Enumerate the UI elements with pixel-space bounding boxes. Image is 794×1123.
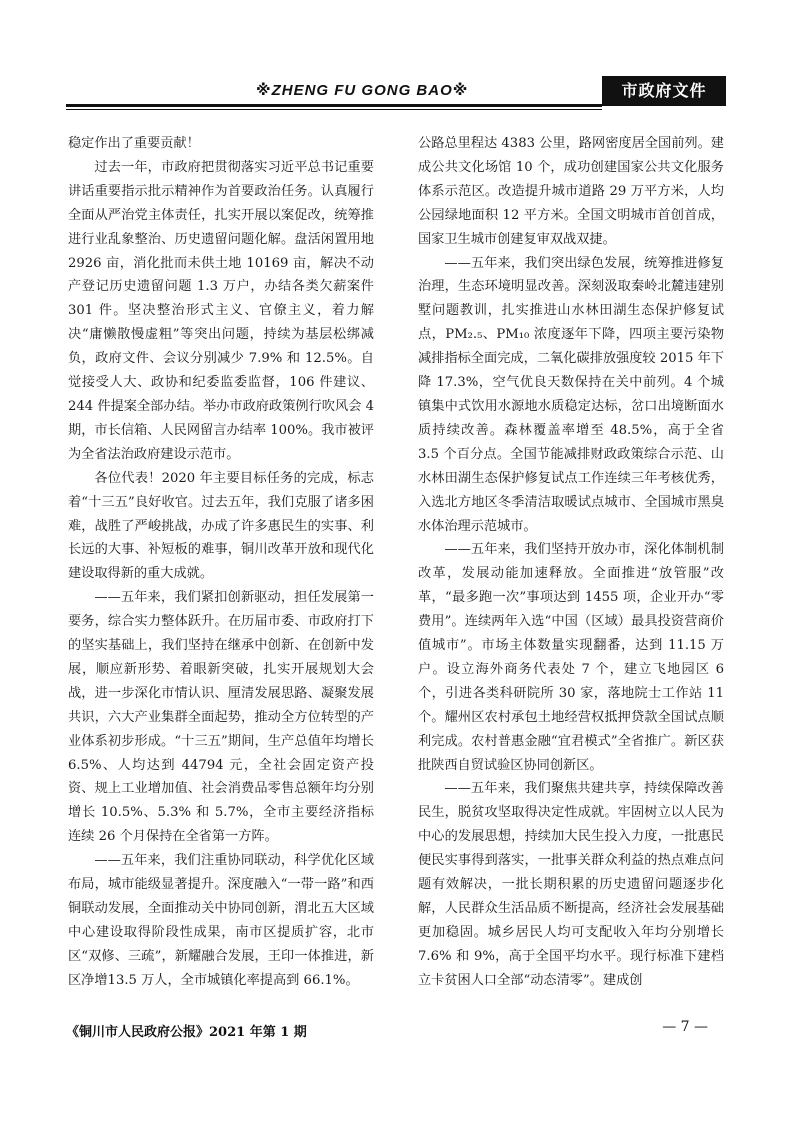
paragraph: 过去一年，市政府把贯彻落实习近平总书记重要讲话重要指示批示精神作为首要政治任务。认真履行全面从严治党主体责任，扎实开展以案促改，统筹推进行业乱象整治、历史遗留问题化解。盘活闲置用地 2926 亩，消化批而未供土地 10169 亩，解决不动产登记历史遗留问题 1.3 万户，办结各类欠薪案件 301 件。坚决整治形式主义、官僚主义，着力解决“庸懒散慢虚粗”等突出问题，持续为基层松绑减负，政府文件、会议分别减少 7.9% 和 12.5%。自觉接受人大、政协和纪委监委监督，106 件建议、244 件提案全部办结。举办市政府政策例行吹风会 4 期，市长信箱、人民网留言办结率 100%。我市被评为全省法治政府建设示范市。 — [68, 159, 374, 462]
right-column — [418, 132, 724, 987]
publication-name: 《铜川市人民政府公报》2021 年第 1 期 — [66, 1025, 307, 1040]
section-badge: 市政府文件 — [602, 76, 726, 106]
header-rule-thin — [66, 109, 602, 110]
paragraph: ——五年来，我们聚焦共建共享，持续保障改善民生，脱贫攻坚取得决定性成就。牢固树立以人民为中心的发展思想，持续加大民生投入力度，一批惠民便民实事得到落实，一批事关群众利益的热点难点问题有效解决，一批长期积累的历史遗留问题逐步化解，人民群众生活品质不断提高，经济社会发展基础更加稳固。城乡居民人均可支配收入年均分别增长 7.6% 和 9%，高于全国平均水平。现行标准下建档立卡贫困人口全部“动态清零”。建成创 — [418, 781, 724, 987]
paragraph: 各位代表！2020 年主要目标任务的完成，标志着“十三五”良好收官。过去五年，我们克服了诸多困难，战胜了严峻挑战，办成了许多惠民生的实事、利长远的大事、补短板的难事，铜川改革开放和现代化建设取得新的重大成就。 — [68, 470, 374, 582]
header-title: ※ZHENG FU GONG BAO※ — [256, 82, 469, 99]
header-rule-thick — [66, 104, 602, 107]
paragraph: ——五年来，我们注重协同联动，科学优化区域布局，城市能级显著提升。深度融入“一带一路”和西铜联动发展，全面推动关中协同创新，渭北五大区域中心建设取得阶段性成果，南市区提质扩容，北市区“双修、三疏”，新耀融合发展，王印一体推进，新区净增13.5 万人，全市城镇化率提高到 66.1%。 — [68, 853, 374, 987]
paragraph: 稳定作出了重要贡献！ — [68, 136, 200, 151]
paragraph: ——五年来，我们突出绿色发展，统筹推进修复治理，生态环境明显改善。深刻汲取秦岭北麓违建别墅问题教训，扎实推进山水林田湖生态保护修复试点，PM₂.₅、PM₁₀ 浓度逐年下降，四项主要污染物减排指标全面完成，二氧化碳排放强度较 2015 年下降 17.3%，空气优良天数保持在关中前列。4 个城镇集中式饮用水源地水质稳定达标，岔口出境断面水质持续改善。森林覆盖率增至 48.5%，高于全省 3.5 个百分点。全国节能减排财政政策综合示范、山水林田湖生态保护修复试点工作连续三年考核优秀，入选北方地区冬季清洁取暖试点城市、全国城市黑臭水体治理示范城市。 — [418, 255, 724, 534]
left-column — [68, 132, 374, 987]
paragraph: 公路总里程达 4383 公里，路网密度居全国前列。建成公共文化场馆 10 个，成功创建国家公共文化服务体系示范区。改造提升城市道路 29 万平方米，人均公园绿地面积 12 平方米。全国文明城市首创首成，国家卫生城市创建复审双战双捷。 — [418, 136, 724, 247]
page-number: — 7 — — [662, 1019, 708, 1035]
paragraph: ——五年来，我们紧扣创新驱动，担任发展第一要务，综合实力整体跃升。在历届市委、市政府打下的坚实基础上，我们坚持在继承中创新、在创新中发展，顺应新形势、着眼新突破，扎实开展规划大会战，进一步深化市情认识、厘清发展思路、凝聚发展共识，六大产业集群全面起势，推动全方位转型的产业体系初步形成。“十三五”期间，生产总值年均增长 6.5%、人均达到 44794 元，全社会固定资产投资、规上工业增加值、社会消费品零售总额年均分别增长 10.5%、5.3% 和 5.7%，全市主要经济指标连续 26 个月保持在全省第一方阵。 — [68, 590, 374, 845]
paragraph: ——五年来，我们坚持开放办市，深化体制机制改革，发展动能加速释放。全面推进“放管服”改革，“最多跑一次”事项达到 1455 项，企业开办“零费用”。连续两年入选“中国（区域）最具投资营商价值城市”。市场主体数量实现翻番，达到 11.15 万户。设立海外商务代表处 7 个，建立飞地园区 6 个，引进各类科研院所 30 家，落地院士工作站 11 个。耀州区农村承包土地经营权抵押贷款全国试点顺利完成。农村普惠金融“宜君模式”全省推广。新区获批陕西自贸试验区协同创新区。 — [418, 542, 724, 773]
page-header — [66, 76, 726, 106]
